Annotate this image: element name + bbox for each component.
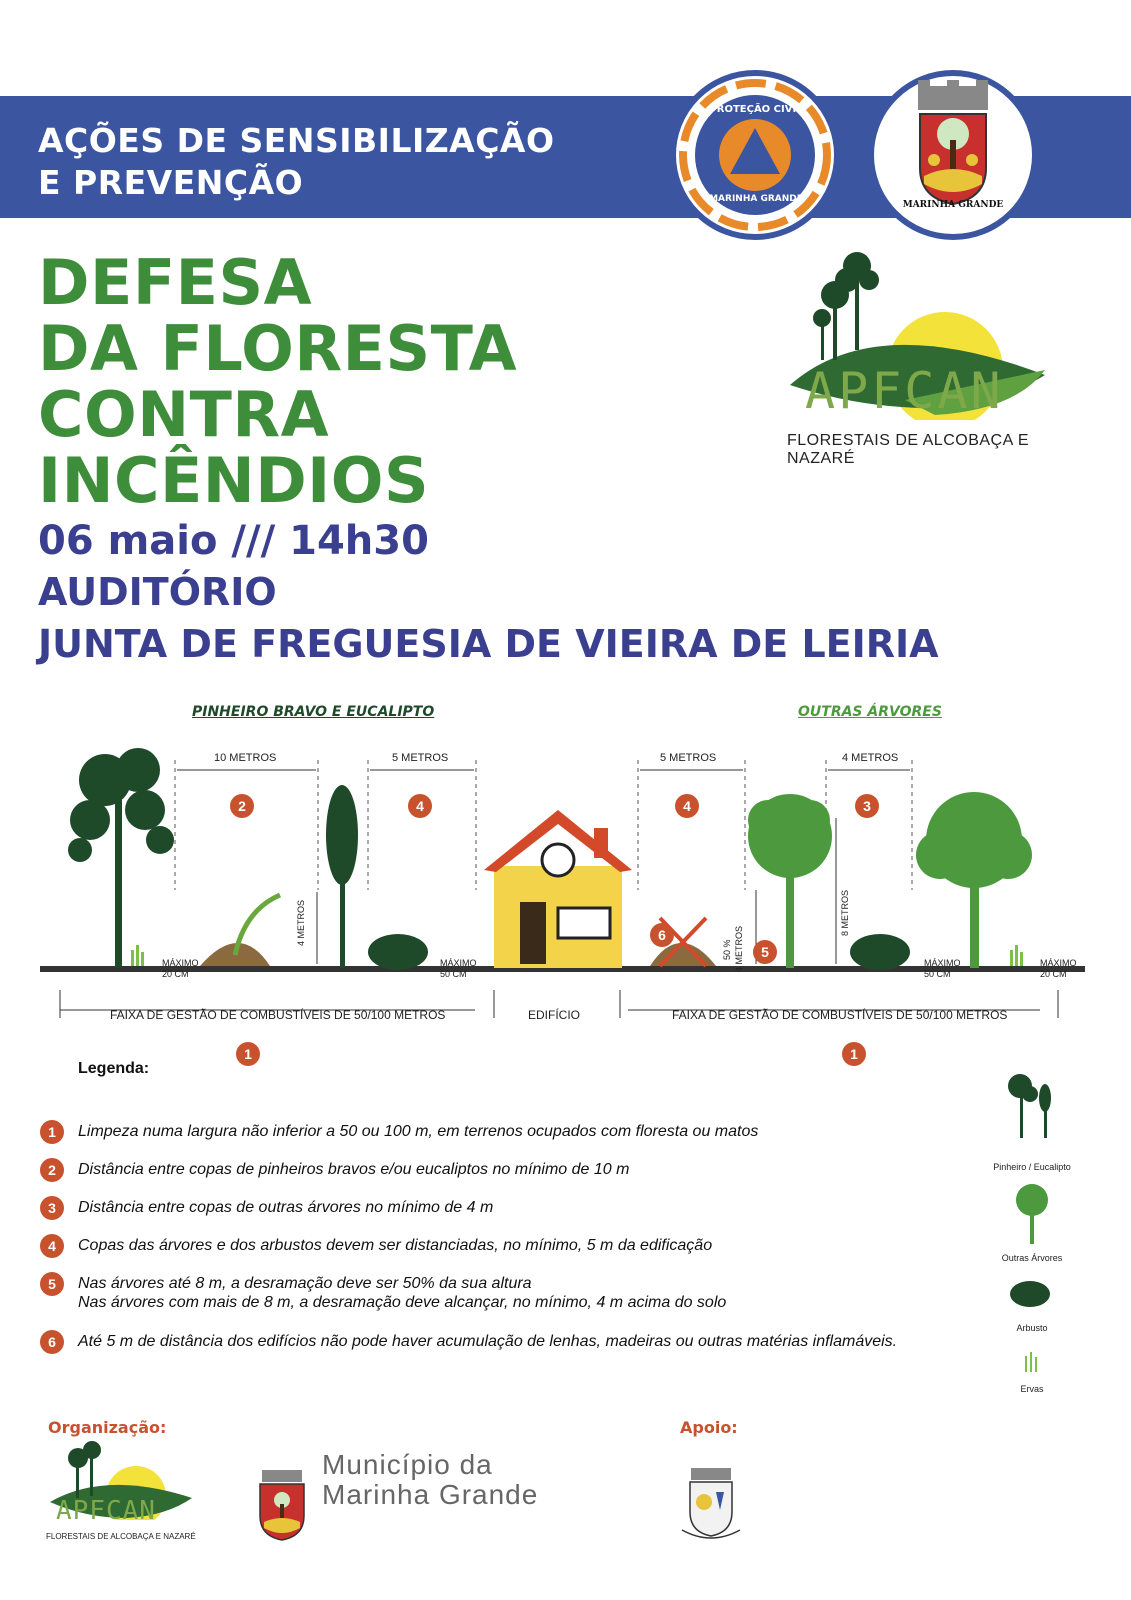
dim-4m-vertical-right-label: 4 METROS <box>734 925 744 972</box>
banner-title-line1: AÇÕES DE SENSIBILIZAÇÃO <box>38 121 555 160</box>
cypress-tree <box>326 785 358 968</box>
apfcan-small-name: APFCAN <box>56 1496 156 1526</box>
title-line1: DEFESA <box>38 246 313 319</box>
apfcan-small-subtitle: FLORESTAIS DE ALCOBAÇA E NAZARÉ <box>46 1532 196 1541</box>
legend-num-6: 6 <box>40 1330 64 1354</box>
marinha-grande-crest <box>868 70 1038 240</box>
grass-right <box>1010 945 1023 966</box>
other-tree-legend-icon <box>1012 1182 1052 1244</box>
dim-5m-left-label: 5 METROS <box>392 752 449 764</box>
main-title <box>38 246 518 517</box>
diagram-right-title: OUTRAS ÁRVORES <box>798 704 942 720</box>
legend-text-5: Nas árvores até 8 m, a desramação deve ser 50% da sua altura Nas árvores com mais de 8 m, a desramação deve alcançar, no mínimo, 4 m acima do solo <box>78 1275 727 1311</box>
legend-num-3: 3 <box>40 1196 64 1220</box>
legend-num-2: 2 <box>40 1158 64 1182</box>
grass-legend-icon <box>1022 1350 1040 1372</box>
event-venue-line1: AUDITÓRIO <box>38 570 277 614</box>
pc-logo-top-text: PROTEÇÃO CIVIL <box>709 104 803 115</box>
house <box>484 810 632 968</box>
organizacao-label: Organização: <box>48 1418 167 1437</box>
other-tree-2 <box>916 792 1032 968</box>
max-20cm-right-label: MÁXIMO 20 CM <box>1040 958 1077 979</box>
pine-tree-left <box>68 748 174 968</box>
apfcan-logo-subtitle: FLORESTAIS DE ALCOBAÇA E NAZARÉ <box>787 432 1029 467</box>
max-20cm-left-label: MÁXIMO 20 CM <box>162 958 199 979</box>
legend-text-2: Distância entre copas de pinheiros bravos e/ou eucaliptos no mínimo de 10 m <box>78 1161 630 1178</box>
apfcan-logo <box>785 250 1055 467</box>
legend-text-6: Até 5 m de distância dos edifícios não pode haver acumulação de lenhas, madeiras ou outras matérias inflamáveis. <box>78 1333 898 1350</box>
dim-4m-vertical-left-label: 4 METROS <box>296 899 306 946</box>
dim-8m-label: 8 METROS <box>840 889 850 936</box>
title-line2: DA FLORESTA <box>38 312 518 385</box>
municipio-name <box>322 1450 538 1510</box>
apfcan-logo-name: APFCAN <box>805 362 1004 420</box>
crest-text: MARINHA GRANDE <box>902 200 1004 210</box>
shrub-legend-icon <box>1008 1278 1052 1308</box>
dim-5m-right-label: 5 METROS <box>660 752 717 764</box>
municipio-line2: Marinha Grande <box>322 1479 539 1510</box>
legend-title: Legenda: <box>78 1060 150 1077</box>
municipio-crest-icon <box>250 1468 314 1546</box>
municipio-line1: Município da <box>322 1449 493 1480</box>
legend-item-6 <box>40 1330 980 1356</box>
title-line4: INCÊNDIOS <box>38 444 430 517</box>
legend-num-5: 5 <box>40 1272 64 1296</box>
faixa-right-label: FAIXA DE GESTÃO DE COMBUSTÍVEIS DE 50/100 METROS <box>672 1008 1008 1022</box>
pc-logo-bottom-text: MARINHA GRANDE <box>709 194 803 204</box>
edificio-label: EDIFÍCIO <box>528 1008 581 1022</box>
legend-text-3: Distância entre copas de outras árvores no mínimo de 4 m <box>78 1199 494 1216</box>
shrub-left <box>368 934 428 970</box>
event-venue-line2: JUNTA DE FREGUESIA DE VIEIRA DE LEIRIA <box>38 622 939 666</box>
legend-item-1 <box>40 1120 980 1146</box>
legend-item-4 <box>40 1234 980 1260</box>
dim-50pct-label: 50 % <box>722 939 732 960</box>
legend-num-1: 1 <box>40 1120 64 1144</box>
banner-title <box>38 120 555 204</box>
dim-10m-label: 10 METROS <box>214 752 277 764</box>
diagram-left-title: PINHEIRO BRAVO E EUCALIPTO <box>192 704 435 720</box>
shrub-right <box>850 934 910 970</box>
other-tree-legend-caption: Outras Árvores <box>1001 1253 1063 1263</box>
grass-left <box>131 945 144 966</box>
legend-text-1: Limpeza numa largura não inferior a 50 ou 100 m, em terrenos ocupados com floresta ou matos <box>78 1123 759 1140</box>
dim-4m-top-label: 4 METROS <box>842 752 899 764</box>
legend-item-2 <box>40 1158 980 1184</box>
title-line3: CONTRA <box>38 378 330 451</box>
legend-text-4: Copas das árvores e dos arbustos devem ser distanciadas, no mínimo, 5 m da edificação <box>78 1237 713 1254</box>
legend-num-4: 4 <box>40 1234 64 1258</box>
pine-legend-caption: Pinheiro / Eucalipto <box>993 1162 1071 1172</box>
max-50cm-left-label: MÁXIMO 50 CM <box>440 958 477 979</box>
banner-title-line2: E PREVENÇÃO <box>38 163 304 202</box>
apoio-label: Apoio: <box>680 1418 738 1437</box>
event-datetime: 06 maio /// 14h30 <box>38 518 429 564</box>
protecao-civil-logo <box>670 70 840 240</box>
grass-legend-caption: Ervas <box>1020 1384 1044 1394</box>
fuel-management-diagram <box>0 740 1131 1040</box>
apfcan-logo-small <box>46 1440 196 1550</box>
faixa-left-label: FAIXA DE GESTÃO DE COMBUSTÍVEIS DE 50/100 METROS <box>110 1008 446 1022</box>
shrub-legend-caption: Arbusto <box>1016 1323 1048 1333</box>
legend-item-5 <box>40 1272 980 1316</box>
legend-item-3 <box>40 1196 980 1222</box>
max-50cm-right-label: MÁXIMO 50 CM <box>924 958 961 979</box>
vieira-de-leiria-crest-icon <box>676 1466 746 1546</box>
pine-legend-icon <box>1000 1070 1070 1140</box>
